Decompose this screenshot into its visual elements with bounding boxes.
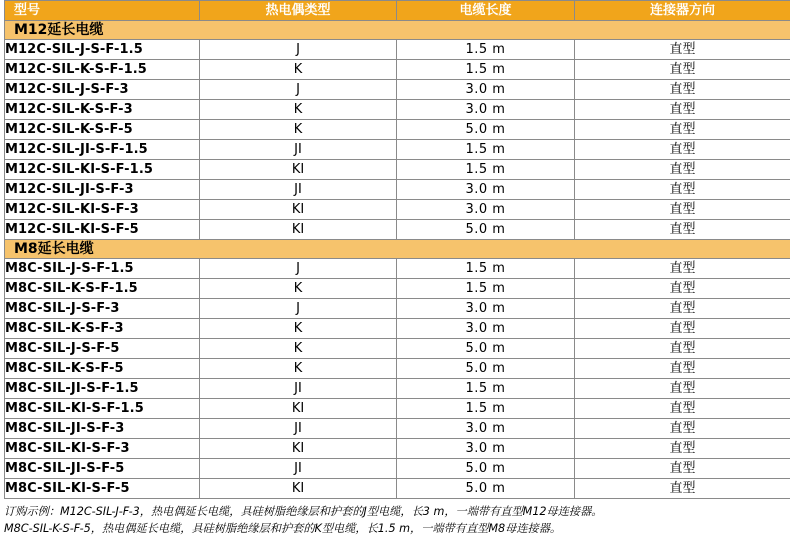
order-notes [4,503,603,537]
model-cell: M8C-SIL-KI-S-F-5 [5,479,200,499]
table-body [5,21,790,499]
table-row [5,160,790,180]
thermocouple-type-cell: JI [200,379,397,399]
thermocouple-type-cell: JI [200,180,397,200]
model-cell: M8C-SIL-J-S-F-3 [5,299,200,319]
table-row [5,60,790,80]
cable-length-cell: 3.0 m [397,299,575,319]
table-row [5,399,790,419]
connector-direction-cell: 直型 [575,319,790,339]
table-row [5,80,790,100]
thermocouple-type-cell: J [200,80,397,100]
section-title: M12延长电缆 [5,21,790,40]
table-row [5,120,790,140]
table-row [5,140,790,160]
thermocouple-type-cell: K [200,279,397,299]
model-cell: M12C-SIL-JI-S-F-3 [5,180,200,200]
cable-length-cell: 5.0 m [397,339,575,359]
table-header-row [5,1,790,21]
cable-length-cell: 3.0 m [397,180,575,200]
thermocouple-type-cell: KI [200,220,397,240]
model-cell: M8C-SIL-K-S-F-1.5 [5,279,200,299]
model-cell: M8C-SIL-KI-S-F-1.5 [5,399,200,419]
thermocouple-type-cell: K [200,120,397,140]
connector-direction-cell: 直型 [575,419,790,439]
connector-direction-cell: 直型 [575,40,790,60]
thermocouple-type-cell: JI [200,419,397,439]
thermocouple-type-cell: KI [200,439,397,459]
thermocouple-type-cell: J [200,40,397,60]
model-cell: M12C-SIL-JI-S-F-1.5 [5,140,200,160]
model-cell: M12C-SIL-K-S-F-3 [5,100,200,120]
connector-direction-cell: 直型 [575,100,790,120]
thermocouple-type-cell: KI [200,399,397,419]
cable-length-cell: 1.5 m [397,279,575,299]
connector-direction-cell: 直型 [575,459,790,479]
order-example-line-2: M8C-SIL-K-S-F-5，热电偶延长电缆，具硅树脂绝缘层和护套的K型电缆，长1.5 m，一端带有直型M8母连接器。 [4,522,562,535]
model-cell: M8C-SIL-J-S-F-5 [5,339,200,359]
connector-direction-cell: 直型 [575,200,790,220]
thermocouple-type-cell: J [200,299,397,319]
connector-direction-cell: 直型 [575,479,790,499]
table-row [5,259,790,279]
cable-length-cell: 3.0 m [397,200,575,220]
connector-direction-cell: 直型 [575,80,790,100]
table-row [5,279,790,299]
connector-direction-cell: 直型 [575,439,790,459]
thermocouple-type-cell: K [200,319,397,339]
cable-length-cell: 5.0 m [397,479,575,499]
model-cell: M12C-SIL-K-S-F-1.5 [5,60,200,80]
table-row [5,100,790,120]
cable-length-cell: 3.0 m [397,80,575,100]
model-cell: M8C-SIL-J-S-F-1.5 [5,259,200,279]
cable-length-cell: 3.0 m [397,419,575,439]
model-cell: M12C-SIL-J-S-F-3 [5,80,200,100]
cable-length-cell: 1.5 m [397,379,575,399]
model-cell: M8C-SIL-K-S-F-5 [5,359,200,379]
table-row [5,299,790,319]
cable-length-cell: 1.5 m [397,60,575,80]
model-cell: M8C-SIL-K-S-F-3 [5,319,200,339]
cable-length-cell: 3.0 m [397,100,575,120]
cable-length-cell: 1.5 m [397,399,575,419]
model-cell: M8C-SIL-JI-S-F-5 [5,459,200,479]
header-thermocouple-type: 热电偶类型 [200,1,397,21]
thermocouple-type-cell: J [200,259,397,279]
table-row [5,220,790,240]
model-cell: M8C-SIL-JI-S-F-1.5 [5,379,200,399]
model-cell: M12C-SIL-KI-S-F-1.5 [5,160,200,180]
connector-direction-cell: 直型 [575,120,790,140]
table-row [5,359,790,379]
thermocouple-type-cell: K [200,359,397,379]
table-row [5,439,790,459]
cable-spec-table [4,0,790,499]
order-example-line-1: 订购示例：M12C-SIL-J-F-3，热电偶延长电缆，具硅树脂绝缘层和护套的J型电缆，长3 m，一端带有直型M12母连接器。 [4,505,603,518]
thermocouple-type-cell: JI [200,459,397,479]
thermocouple-type-cell: KI [200,160,397,180]
connector-direction-cell: 直型 [575,359,790,379]
model-cell: M8C-SIL-KI-S-F-3 [5,439,200,459]
cable-length-cell: 3.0 m [397,439,575,459]
table-row [5,479,790,499]
connector-direction-cell: 直型 [575,220,790,240]
thermocouple-type-cell: K [200,339,397,359]
section-row [5,240,790,259]
connector-direction-cell: 直型 [575,140,790,160]
thermocouple-type-cell: K [200,100,397,120]
connector-direction-cell: 直型 [575,339,790,359]
cable-length-cell: 5.0 m [397,220,575,240]
header-connector-direction: 连接器方向 [575,1,790,21]
model-cell: M12C-SIL-KI-S-F-5 [5,220,200,240]
table-row [5,339,790,359]
model-cell: M12C-SIL-KI-S-F-3 [5,200,200,220]
connector-direction-cell: 直型 [575,180,790,200]
thermocouple-type-cell: K [200,60,397,80]
thermocouple-type-cell: KI [200,200,397,220]
table-row [5,419,790,439]
table-row [5,319,790,339]
cable-length-cell: 5.0 m [397,459,575,479]
header-model: 型号 [5,1,200,21]
model-cell: M8C-SIL-JI-S-F-3 [5,419,200,439]
cable-length-cell: 1.5 m [397,259,575,279]
cable-length-cell: 5.0 m [397,120,575,140]
cable-length-cell: 1.5 m [397,40,575,60]
cable-length-cell: 1.5 m [397,160,575,180]
table-row [5,200,790,220]
connector-direction-cell: 直型 [575,259,790,279]
cable-length-cell: 5.0 m [397,359,575,379]
thermocouple-type-cell: JI [200,140,397,160]
table-row [5,180,790,200]
model-cell: M12C-SIL-J-S-F-1.5 [5,40,200,60]
connector-direction-cell: 直型 [575,279,790,299]
cable-length-cell: 3.0 m [397,319,575,339]
connector-direction-cell: 直型 [575,379,790,399]
table-row [5,379,790,399]
table-row [5,40,790,60]
table-row [5,459,790,479]
connector-direction-cell: 直型 [575,299,790,319]
cable-length-cell: 1.5 m [397,140,575,160]
connector-direction-cell: 直型 [575,399,790,419]
model-cell: M12C-SIL-K-S-F-5 [5,120,200,140]
header-cable-length: 电缆长度 [397,1,575,21]
connector-direction-cell: 直型 [575,60,790,80]
thermocouple-type-cell: KI [200,479,397,499]
section-title: M8延长电缆 [5,240,790,259]
section-row [5,21,790,40]
connector-direction-cell: 直型 [575,160,790,180]
